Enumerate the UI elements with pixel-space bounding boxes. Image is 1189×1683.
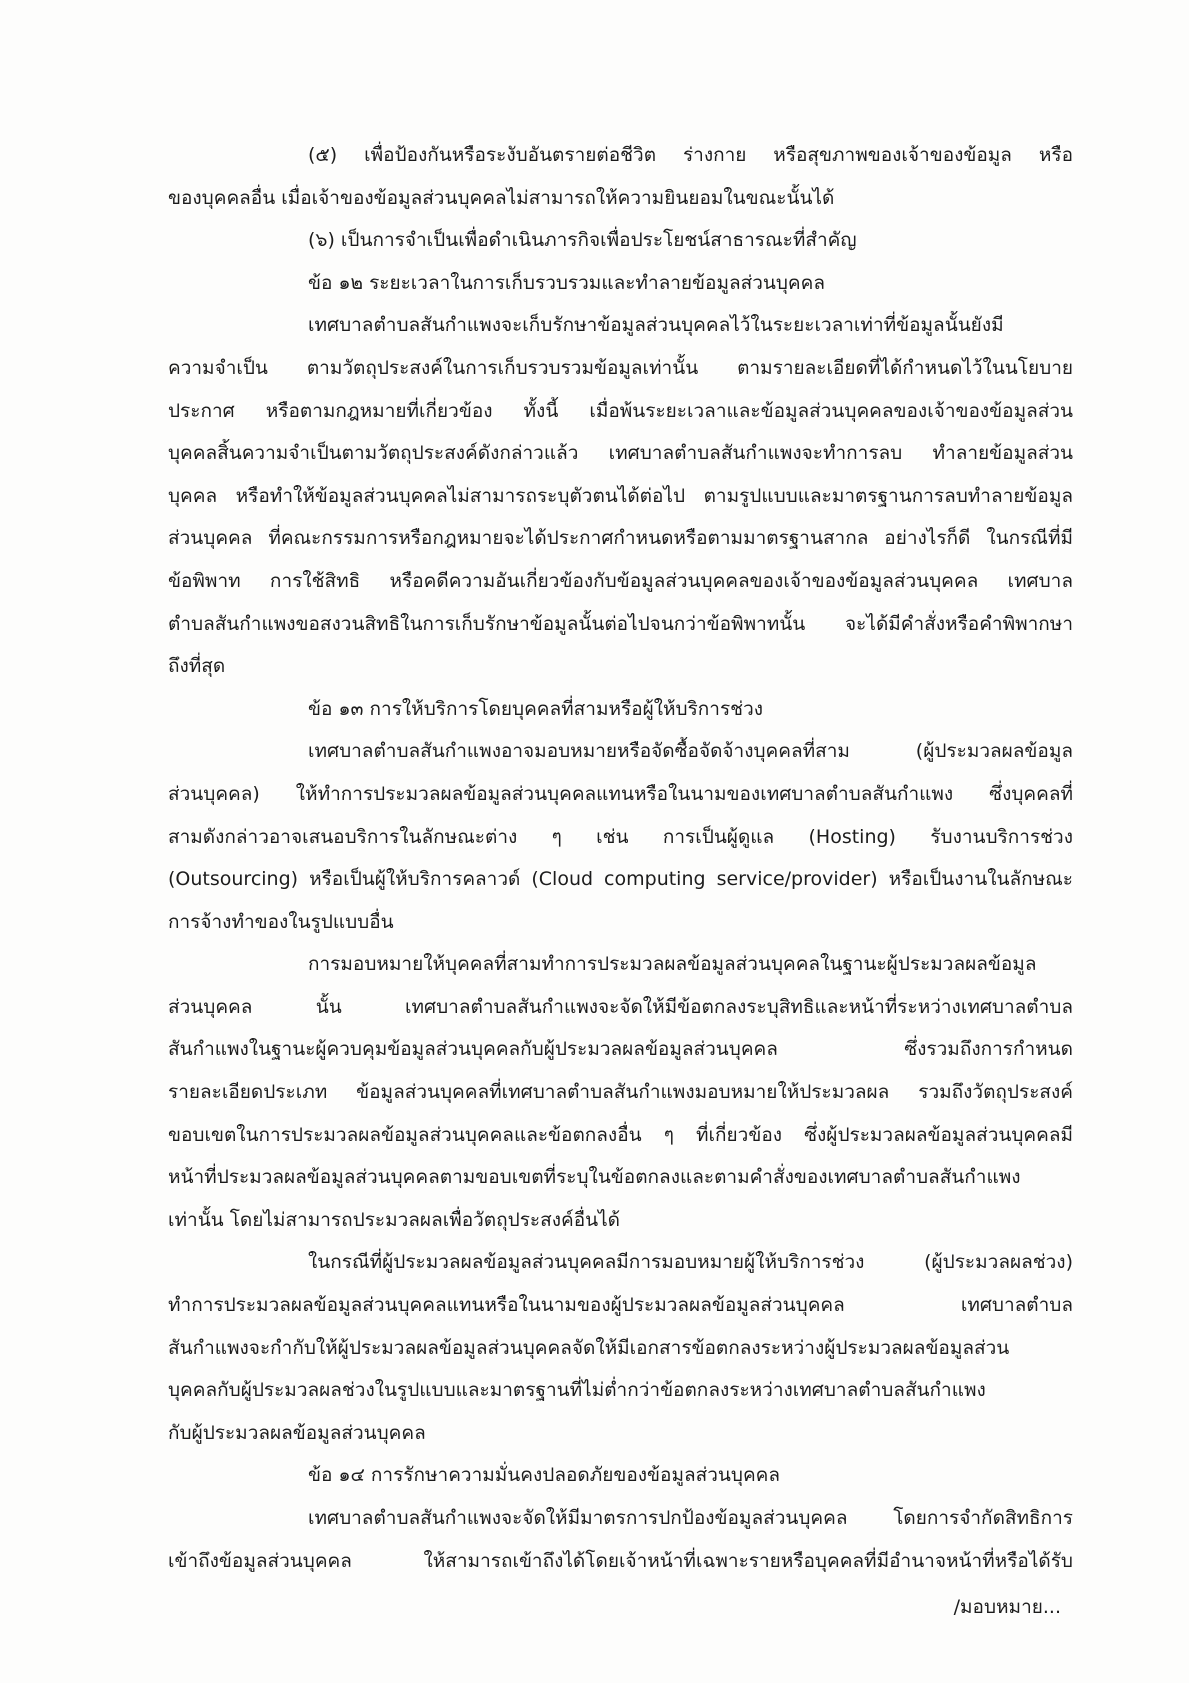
text-line: สันกำแพงในฐานะผู้ควบคุมข้อมูลส่วนบุคคลกับผู้ประมวลผลข้อมูลส่วนบุคคล ซึ่งรวมถึงการกำหนด [168,1038,1073,1061]
text-line: บุคคลสิ้นความจำเป็นตามวัตถุประสงค์ดังกล่าวแล้ว เทศบาลตำบลสันกำแพงจะทำการลบ ทำลายข้อมูลส่วน [168,442,1073,465]
text-line: ประกาศ หรือตามกฎหมายที่เกี่ยวข้อง ทั้งนี้ เมื่อพ้นระยะเวลาและข้อมูลส่วนบุคคลของเจ้าของข้อมูลส่วน [168,399,1073,422]
text-line: ส่วนบุคคล) ให้ทำการประมวลผลข้อมูลส่วนบุคคลแทนหรือในนามของเทศบาลตำบลสันกำแพง ซึ่งบุคคลที่ [168,782,1073,805]
text-line: ส่วนบุคคล ที่คณะกรรมการหรือกฎหมายจะได้ประกาศกำหนดหรือตามมาตรฐานสากล อย่างไรก็ดี ในกรณีที่มี [168,527,1073,550]
section-heading-13: ข้อ ๑๓ การให้บริการโดยบุคคลที่สามหรือผู้ให้บริการช่วง [308,697,764,720]
text-line: ในกรณีที่ผู้ประมวลผลข้อมูลส่วนบุคคลมีการมอบหมายผู้ให้บริการช่วง (ผู้ประมวลผลช่วง) [308,1251,1073,1274]
text-line: ส่วนบุคคล นั้น เทศบาลตำบลสันกำแพงจะจัดให้มีข้อตกลงระบุสิทธิและหน้าที่ระหว่างเทศบาลตำบล [168,995,1073,1018]
text-line: บุคคล หรือทำให้ข้อมูลส่วนบุคคลไม่สามารถระบุตัวตนได้ต่อไป ตามรูปแบบและมาตรฐานการลบทำลายข้อมูล [168,484,1073,507]
text-line: ถึงที่สุด [168,655,226,678]
text-line: บุคคลกับผู้ประมวลผลช่วงในรูปแบบและมาตรฐานที่ไม่ต่ำกว่าข้อตกลงระหว่างเทศบาลตำบลสันกำแพง [168,1379,986,1402]
text-line: รายละเอียดประเภท ข้อมูลส่วนบุคคลที่เทศบาลตำบลสันกำแพงมอบหมายให้ประมวลผล รวมถึงวัตถุประสงค์ [168,1081,1073,1104]
text-line: เทศบาลตำบลสันกำแพงจะเก็บรักษาข้อมูลส่วนบุคคลไว้ในระยะเวลาเท่าที่ข้อมูลนั้นยังมี [308,314,1004,337]
text-line: (๖) เป็นการจำเป็นเพื่อดำเนินภารกิจเพื่อประโยชน์สาธารณะที่สำคัญ [308,229,857,252]
text-line: ข้อพิพาท การใช้สิทธิ หรือคดีความอันเกี่ยวข้องกับข้อมูลส่วนบุคคลของเจ้าของข้อมูลส่วนบุคคล เทศบาล [168,569,1073,592]
text-line: เทศบาลตำบลสันกำแพงอาจมอบหมายหรือจัดซื้อจัดจ้างบุคคลที่สาม (ผู้ประมวลผลข้อมูล [308,740,1073,763]
text-line: เทศบาลตำบลสันกำแพงจะจัดให้มีมาตรการปกป้องข้อมูลส่วนบุคคล โดยการจำกัดสิทธิการ [308,1507,1073,1529]
text-line: เท่านั้น โดยไม่สามารถประมวลผลเพื่อวัตถุประสงค์อื่นได้ [168,1208,621,1231]
text-line: สามดังกล่าวอาจเสนอบริการในลักษณะต่าง ๆ เช่น การเป็นผู้ดูแล (Hosting) รับงานบริการช่วง [168,825,1073,848]
text-line: หน้าที่ประมวลผลข้อมูลส่วนบุคคลตามขอบเขตที่ระบุในข้อตกลงและตามคำสั่งของเทศบาลตำบลสันกำแพง [168,1166,1021,1189]
section-heading-14: ข้อ ๑๔ การรักษาความมั่นคงปลอดภัยของข้อมูลส่วนบุคคล [308,1464,781,1487]
text-line: ขอบเขตในการประมวลผลข้อมูลส่วนบุคคลและข้อตกลงอื่น ๆ ที่เกี่ยวข้อง ซึ่งผู้ประมวลผลข้อมูลส่วนบุคคลมี [168,1123,1073,1146]
text-line: การมอบหมายให้บุคคลที่สามทำการประมวลผลข้อมูลส่วนบุคคลในฐานะผู้ประมวลผลข้อมูล [308,953,1037,976]
text-line: ตำบลสันกำแพงขอสงวนสิทธิในการเก็บรักษาข้อมูลนั้นต่อไปจนกว่าข้อพิพาทนั้น จะได้มีคำสั่งหรือคำพิพากษา [168,612,1073,635]
text-line: ของบุคคลอื่น เมื่อเจ้าของข้อมูลส่วนบุคคลไม่สามารถให้ความยินยอมในขณะนั้นได้ [168,186,835,209]
page-continuation-footer: /มอบหมาย... [953,1596,1061,1618]
text-line: การจ้างทำของในรูปแบบอื่น [168,910,394,933]
section-heading-12: ข้อ ๑๒ ระยะเวลาในการเก็บรวบรวมและทำลายข้อมูลส่วนบุคคล [308,271,825,294]
text-line: (Outsourcing) หรือเป็นผู้ให้บริการคลาวด์ (Cloud computing service/provider) หรือเป็นงานในลักษณะ [168,868,1073,891]
text-line: เข้าถึงข้อมูลส่วนบุคคล ให้สามารถเข้าถึงได้โดยเจ้าหน้าที่เฉพาะรายหรือบุคคลที่มีอำนาจหน้าที่หรือได้รับ [168,1549,1073,1572]
text-line: สันกำแพงจะกำกับให้ผู้ประมวลผลข้อมูลส่วนบุคคลจัดให้มีเอกสารข้อตกลงระหว่างผู้ประมวลผลข้อมูลส่วน [168,1336,1010,1359]
text-line: ความจำเป็น ตามวัตถุประสงค์ในการเก็บรวบรวมข้อมูลเท่านั้น ตามรายละเอียดที่ได้กำหนดไว้ในนโยบาย [168,356,1073,379]
text-line: ทำการประมวลผลข้อมูลส่วนบุคคลแทนหรือในนามของผู้ประมวลผลข้อมูลส่วนบุคคล เทศบาลตำบล [168,1294,1073,1317]
document-body [168,134,1073,1582]
text-line: (๕) เพื่อป้องกันหรือระงับอันตรายต่อชีวิต ร่างกาย หรือสุขภาพของเจ้าของข้อมูล หรือ [308,144,1073,166]
text-line: กับผู้ประมวลผลข้อมูลส่วนบุคคล [168,1421,426,1444]
